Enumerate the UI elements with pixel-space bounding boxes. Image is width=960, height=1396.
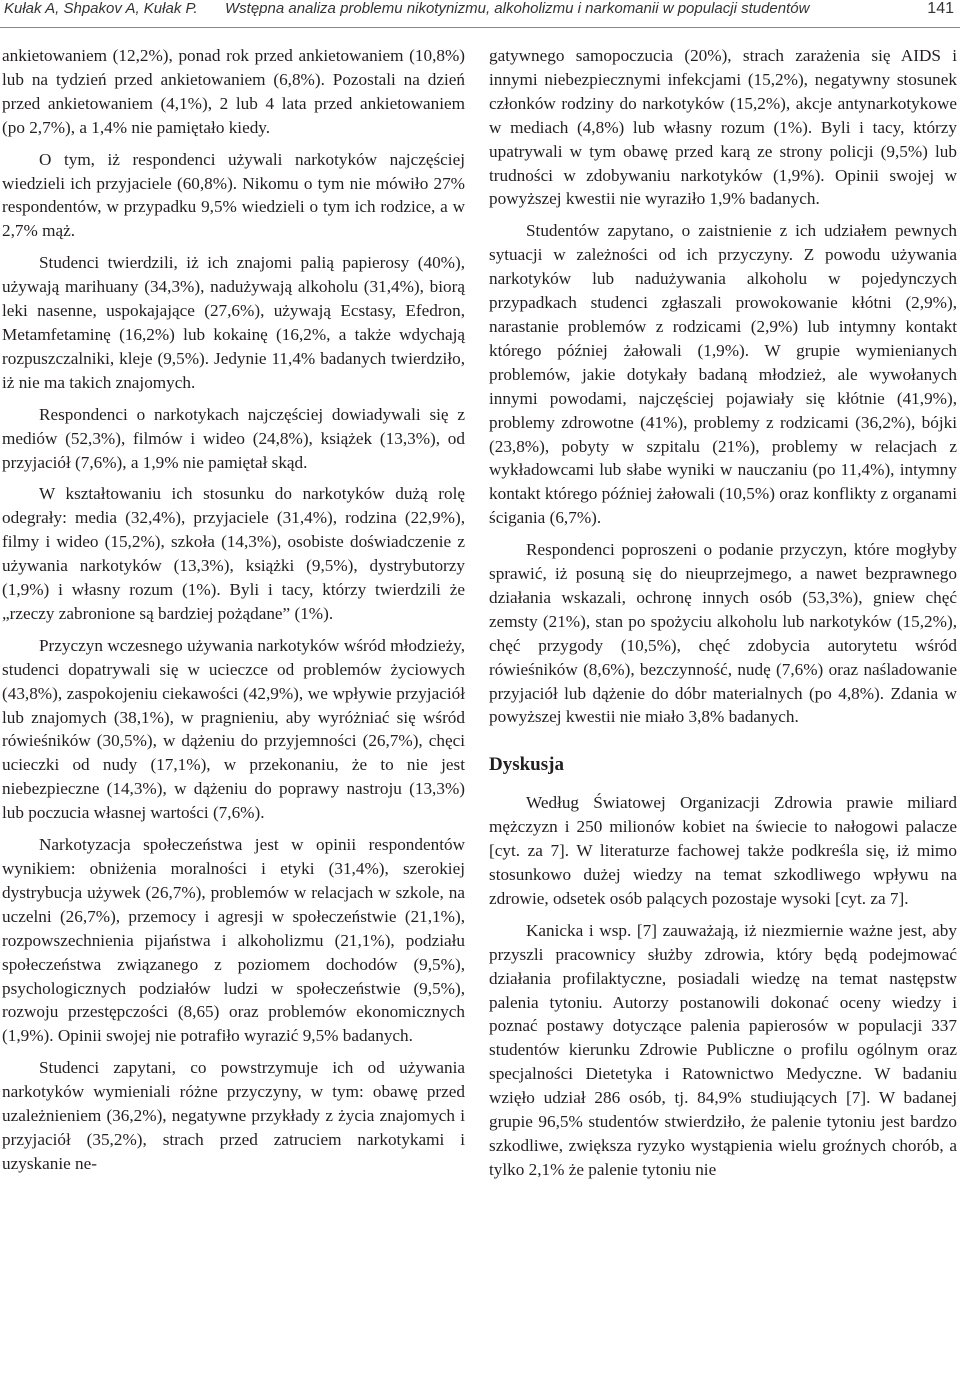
paragraph: Studenci twierdzili, iż ich znajomi palią papierosy (40%), używają marihuany (34,3%), nadużywają alkoholu (31,4%), biorą leki nasenne, uspokajające (27,6%), używają Ecstasy, Efedron, Metamfetaminę (16,2%) lub kokainę (16,2%, a także wdychają rozpuszczalniki, kleje (9,5%). Jedynie 11,4% badanych twierdziło, iż nie ma takich znajomych. (2, 253, 465, 392)
paragraph: W kształtowaniu ich stosunku do narkotyków dużą rolę odegrały: media (32,4%), przyjaciele (31,4%), rodzina (22,9%), filmy i wideo (15,2%), szkoła (14,3%), osobiste doświadczenie z używania narkotyków (13,3%), książki (9,5%), dystrybutorzy (1,9%) i własny rozum (1%). Byli i tacy, którzy twierdzili że „rzeczy zabronione są bardziej pożądane” (1%). (2, 484, 465, 623)
paragraph: O tym, iż respondenci używali narkotyków najczęściej wiedzieli ich przyjaciele (60,8%). Nikomu o tym nie mówiło 27% respondentów, w przypadku 9,5% wiedzieli o tym ich rodzice, a w 2,7% mąż. (2, 149, 465, 241)
paragraph: Respondenci o narkotykach najczęściej dowiadywali się z mediów (52,3%), filmów i wideo (24,8%), książek (13,3%), od przyjaciół (7,6%), a 1,9% nie pamiętał skąd. (2, 404, 465, 472)
paragraph: Studentów zapytano, o zaistnienie z ich udziałem pewnych sytuacji w zależności od ich przyczyny. Z powodu używania narkotyków lub nadużywania alkoholu w pojedynczych przypadkach studenci zgłaszali prowokowanie kłótni (2,9%), narastanie problemów z rodzicami (2,9%) lub intymny kontakt którego później żałowali (1,9%). W grupie wymienianych problemów, jakie dotykały badaną młodzież, ale wywołanych innymi powodami, najczęściej pojawiały się kłótnie (41,9%), problemy zdrowotne (41%), problemy z rodzicami (36,2%), bójki (23,8%), pobyty w szpitalu (21%), problemy w relacjach z wykładowcami lub słabe wyniki w nauczaniu (po 11,4%), intymny kontakt którego później żałowali (10,5%) oraz konflikty z organami ścigania (6,7%). (489, 221, 957, 528)
running-header (0, 0, 960, 34)
header-rule (0, 27, 960, 28)
paragraph: Studenci zapytani, co powstrzymuje ich od używania narkotyków wymieniali różne przyczyny, w tym: obawę przed uzależnieniem (36,2%), negatywne przykłady z życia znajomych i przyjaciół (35,2%), strach przed zatruciem narkotykami i uzyskanie ne- (2, 1058, 465, 1173)
paragraph: gatywnego samopoczucia (20%), strach zarażenia się AIDS i innymi niebezpiecznymi infekcjami (15,2%), negatywny stosunek członków rodziny do narkotyków (15,2%), akcje antynarkotykowe w mediach (4,8%) lub własny rozum (1%). Byli i tacy, którzy upatrywali w tym obawę przed karą ze strony policji (9,5%) lub trudności w zdobywaniu narkotyków (1,9%). Opinii swojej w powyższej kwestii nie wyraziło 1,9% badanych. (489, 46, 957, 209)
page-number: 141 (927, 0, 954, 17)
paragraph: Narkotyzacja społeczeństwa jest w opinii respondentów wynikiem: obniżenia moralności i etyki (31,4%), szerokiej dystrybucja używek (26,7%), problemów w relacjach w szkole, na uczelni (26,7%), przemocy i agresji w społeczeństwie (21,1%), rozpowszechnienia pijaństwa i alkoholizmu (21,1%), podziału społeczeństwa związanego z poziomem dochodów (9,5%), psychologicznych podziałów ludzi w społeczeństwie (9,5%), rozwoju przestępczości (8,65) oraz problemów ekonomicznych (1,9%). Opinii swojej nie potrafiło wyrazić 9,5% badanych. (2, 835, 465, 1046)
right-column (489, 44, 957, 1190)
header-title: Wstępna analiza problemu nikotynizmu, alkoholizmu i narkomanii w populacji studentów (225, 0, 810, 17)
header-authors: Kułak A, Shpakov A, Kułak P. (4, 0, 198, 17)
left-column (2, 44, 465, 1184)
paragraph: Przyczyn wczesnego używania narkotyków wśród młodzieży, studenci dopatrywali się w ucieczce od problemów życiowych (43,8%), zaspokojeniu ciekawości (42,9%), we wpływie przyjaciół lub znajomych (38,1%), w pragnieniu, aby wyróżniać się wśród rówieśników (30,5%), w dążeniu do przyjemności (26,7%), chęci ucieczki od nudy (17,1%), w przekonaniu, że to nie jest niebezpieczne (14,3%), w dążeniu do poprawy nastroju (13,3%) lub poczucia własnej wartości (7,6%). (2, 635, 465, 823)
paragraph: Według Światowej Organizacji Zdrowia prawie miliard mężczyzn i 250 milionów kobiet na świecie to nałogowi palacze [cyt. za 7]. W literaturze fachowej także podkreśla się, iż mimo stosunkowo dużej wiedzy na temat szkodliwego wpływu na zdrowie, odsetek osób palących pozostaje wysoki [cyt. za 7]. (489, 793, 957, 908)
section-heading: Dyskusja (489, 754, 564, 776)
paragraph: ankietowaniem (12,2%), ponad rok przed ankietowaniem (10,8%) lub na tydzień przed ankietowaniem (6,8%). Pozostali na dzień przed ankietowaniem (4,1%), 2 lub 4 lata przed ankietowaniem (po 2,7%), a 1,4% nie pamiętało kiedy. (2, 46, 465, 137)
paragraph: Kanicka i wsp. [7] zauważają, iż niezmiernie ważne jest, aby przyszli pracownicy służby zdrowia, który będą podejmować działania profilaktyczne, posiadali wiedzę na temat następstw palenia tytoniu. Autorzy postanowili dokonać oceny wiedzy i poznać postawy dotyczące palenia papierosów w populacji 337 studentów kierunku Zdrowie Publiczne o profilu ogólnym oraz specjalności Dietetyka i Ratownictwo Medyczne. W badaniu wzięło udział 286 osób, tj. 84,9% studiujących [7]. W badanej grupie 96,5% studentów stwierdziło, że palenie tytoniu jest bardzo szkodliwe, zwiększa ryzyko wystąpienia wielu groźnych chorób, a tylko 2,1% że palenie tytoniu nie (489, 920, 957, 1179)
paragraph: Respondenci poproszeni o podanie przyczyn, które mogłyby sprawić, iż posuną się do nieuprzejmego, a nawet bezprawnego działania wskazali, ochronę innych osób (53,3%), gniew chęć zemsty (21%), stan po spożyciu alkoholu lub narkotyków (15,2%), chęć przygody (10,5%), chęć zdobycia autorytetu wśród rówieśników (8,6%), bezczynność, nudę (7,6%) oraz naśladowanie przyjaciół lub dążenie do dóbr materialnych (po 4,8%). Zdania w powyższej kwestii nie miało 3,8% badanych. (489, 540, 957, 727)
